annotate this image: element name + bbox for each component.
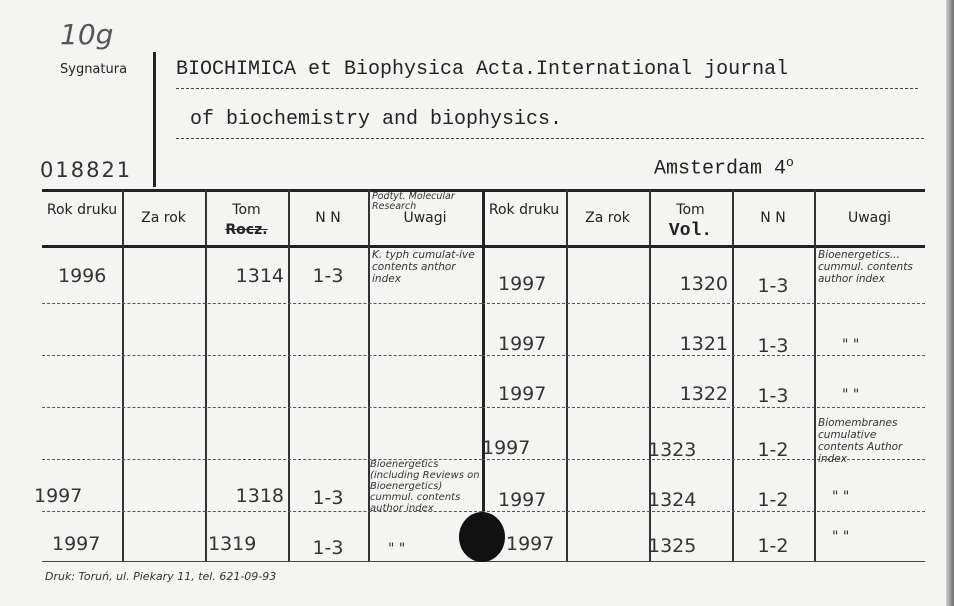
title-line-2: of biochemistry and biophysics. xyxy=(190,108,563,131)
place-of-publication xyxy=(654,155,794,181)
right-row-4-rok: 1997 xyxy=(482,437,531,459)
col-divider-center xyxy=(482,189,485,561)
right-row-3-rok: 1997 xyxy=(498,383,547,405)
right-row-5-tom: 1324 xyxy=(648,489,697,511)
right-row-2-nn: 1-3 xyxy=(757,335,789,357)
header-rok-druku: Rok druku xyxy=(46,202,118,218)
header-nn-right: N N xyxy=(760,210,786,226)
right-row-1-nn: 1-3 xyxy=(757,275,789,297)
header-uwagi: Uwagi xyxy=(403,210,447,226)
header-rok-druku-right: Rok druku xyxy=(488,202,560,218)
col-divider xyxy=(814,189,816,561)
punch-hole xyxy=(459,512,505,562)
right-row-6-tom: 1325 xyxy=(648,535,697,557)
right-row-4-nn: 1-2 xyxy=(757,439,789,461)
signature-divider xyxy=(153,52,156,187)
left-row-1-uwagi: K. typh cumulat-ive contents anthor index xyxy=(372,249,475,285)
left-row-5-uwagi: Bioenergetics (including Reviews on Bioenergetics) cummul. contents author index xyxy=(370,459,480,514)
left-row-6-nn: 1-3 xyxy=(312,537,344,559)
row-rule xyxy=(482,511,925,512)
header-tom-overwrite: Rocz. xyxy=(225,222,268,238)
row-rule xyxy=(42,407,482,408)
right-row-2-uwagi: " " xyxy=(842,337,860,353)
left-row-1-rok: 1996 xyxy=(58,265,107,287)
header-tom-right-overwrite: Vol. xyxy=(668,221,713,241)
accession-number: 018821 xyxy=(40,158,133,182)
right-row-1-rok: 1997 xyxy=(498,273,547,295)
right-row-1-tom: 1320 xyxy=(679,273,728,295)
place-text: Amsterdam 4 xyxy=(654,157,787,181)
right-row-6-uwagi: " " xyxy=(832,529,850,545)
dotted-rule xyxy=(176,88,918,89)
right-row-1-uwagi: Bioenergetics... cummul. contents author index xyxy=(818,249,913,285)
title-line-1: BIOCHIMICA et Biophysica Acta.International journal xyxy=(176,58,789,81)
left-row-6-uwagi: " " xyxy=(388,541,406,557)
left-row-1-tom: 1314 xyxy=(235,265,284,287)
right-row-3-nn: 1-3 xyxy=(757,385,789,407)
holdings-table xyxy=(34,189,925,561)
right-row-6-nn: 1-2 xyxy=(757,535,789,557)
right-row-4-uwagi: Biomembranes cumulative contents Author index xyxy=(818,417,903,465)
shelf-mark: 10g xyxy=(60,18,114,51)
right-row-2-rok: 1997 xyxy=(498,333,547,355)
left-row-5-tom: 1318 xyxy=(235,485,284,507)
row-rule xyxy=(482,355,925,356)
right-row-5-uwagi: " " xyxy=(832,489,850,505)
left-row-6-tom: 1319 xyxy=(208,533,257,555)
right-row-2-tom: 1321 xyxy=(679,333,728,355)
right-row-6-rok: 1997 xyxy=(506,533,555,555)
header-nn: N N xyxy=(315,210,341,226)
right-row-3-uwagi: " " xyxy=(842,387,860,403)
left-row-1-nn: 1-3 xyxy=(312,265,344,287)
printer-footer: Druk: Toruń, ul. Piekary 11, tel. 621-09-93 xyxy=(45,570,277,583)
row-rule xyxy=(482,303,925,304)
header-za-rok-right: Za rok xyxy=(585,210,630,226)
row-rule xyxy=(482,407,925,408)
sygnatura-label: Sygnatura xyxy=(60,62,128,77)
left-row-5-rok: 1997 xyxy=(34,485,83,507)
right-row-4-tom: 1323 xyxy=(648,439,697,461)
col-divider xyxy=(205,189,207,561)
col-divider xyxy=(122,189,124,561)
row-rule xyxy=(42,303,482,304)
uwagi-header-note: Podtyt. Molecular Research xyxy=(372,191,455,212)
left-row-5-nn: 1-3 xyxy=(312,487,344,509)
col-divider xyxy=(566,189,568,561)
format-superscript: o xyxy=(786,155,794,170)
left-row-6-rok: 1997 xyxy=(52,533,101,555)
header-uwagi-right: Uwagi xyxy=(847,210,892,226)
dotted-rule xyxy=(176,138,924,139)
row-rule xyxy=(42,355,482,356)
right-row-3-tom: 1322 xyxy=(679,383,728,405)
right-row-5-nn: 1-2 xyxy=(757,489,789,511)
header-tom-right: Tom xyxy=(676,202,705,218)
header-tom: Tom xyxy=(232,202,261,218)
right-row-5-rok: 1997 xyxy=(498,489,547,511)
header-za-rok: Za rok xyxy=(141,210,186,226)
